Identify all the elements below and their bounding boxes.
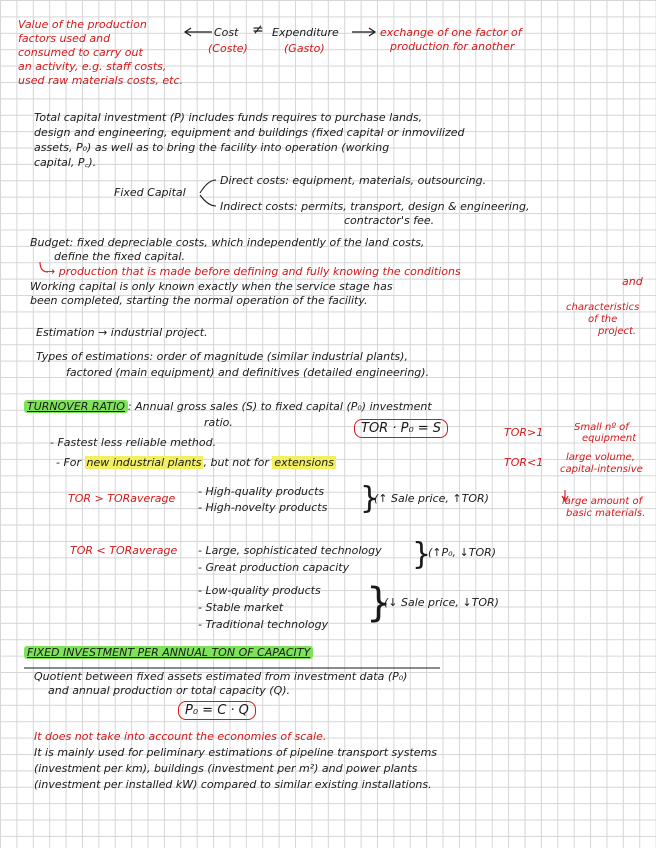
working-capital-line-2: been completed, starting the normal operation of the facility. bbox=[30, 294, 368, 307]
used-line-3: (investment per installed kW) compared to similar existing installations. bbox=[34, 778, 432, 791]
quotient-line: Quotient between fixed assets estimated from investment data (P₀) bbox=[34, 670, 408, 683]
cost-spanish: (Coste) bbox=[208, 42, 248, 55]
production-note: → production that is made before defining and fully knowing the conditions bbox=[46, 265, 461, 278]
tor-lt1-note-line: capital-intensive bbox=[560, 464, 643, 475]
tor-gt-average-label: TOR > TORaverage bbox=[68, 492, 176, 505]
lt-item: - Traditional technology bbox=[198, 618, 329, 631]
indirect-costs: Indirect costs: permits, transport, design & engineering, bbox=[220, 200, 530, 213]
working-capital-line: Working capital is only known exactly when the service stage has bbox=[30, 280, 393, 293]
cost-def-line: used raw materials costs, etc. bbox=[18, 74, 184, 87]
quotient-line-2: and annual production or total capacity (Q). bbox=[48, 684, 291, 697]
tor-lt1-note-2 bbox=[562, 496, 645, 520]
turnover-ratio-heading bbox=[24, 400, 432, 413]
for-mid: , but not for bbox=[203, 456, 269, 469]
cost-term: Cost bbox=[214, 26, 239, 39]
capacity-formula-box bbox=[178, 704, 256, 717]
exp-def-line: production for another bbox=[390, 40, 515, 53]
tor-lt1-note-line: large volume, bbox=[566, 452, 635, 463]
not-equal-sign: ≠ bbox=[252, 22, 264, 38]
tor-lt1-note bbox=[560, 452, 643, 476]
cost-def-line: consumed to carry out bbox=[18, 46, 143, 59]
direct-costs: Direct costs: equipment, materials, outsourcing. bbox=[220, 174, 487, 187]
char-line: of the bbox=[588, 314, 618, 325]
capital-line: assets, P₀) as well as to bring the facility into operation (working bbox=[34, 141, 390, 154]
new-plants-highlight: new industrial plants bbox=[86, 456, 202, 469]
production-note-and: and bbox=[622, 275, 643, 288]
characteristics-note bbox=[566, 302, 639, 338]
tor-lt-average-items-a bbox=[198, 542, 382, 576]
tor-formula-box bbox=[354, 422, 448, 435]
estimation-line: Estimation → industrial project. bbox=[36, 326, 208, 339]
turnover-heading-text: TURNOVER RATIO bbox=[24, 400, 128, 413]
types-line-2: factored (main equipment) and definitives (detailed engineering). bbox=[66, 366, 430, 379]
budget-line-2: define the fixed capital. bbox=[54, 250, 185, 263]
used-line-2: (investment per km), buildings (investment per m²) and power plants bbox=[34, 762, 418, 775]
tor-lt1-note2-line: basic materials. bbox=[566, 508, 646, 519]
cost-def-line: Value of the production bbox=[18, 18, 147, 31]
tor-gt-average-items bbox=[198, 484, 327, 516]
lt-brace-a: } bbox=[412, 537, 432, 572]
extensions-highlight: extensions bbox=[274, 456, 334, 469]
capital-line: capital, P꜀). bbox=[34, 156, 97, 169]
for-prefix: - For bbox=[56, 456, 82, 469]
fixed-investment-heading bbox=[24, 646, 313, 659]
lt-item: - Great production capacity bbox=[198, 561, 350, 574]
cost-def-line: factors used and bbox=[18, 32, 111, 45]
used-line-1: It is mainly used for peliminary estimations of pipeline transport systems bbox=[34, 746, 438, 759]
expenditure-term: Expenditure bbox=[272, 26, 339, 39]
lt-effect-b: (↓ Sale price, ↓TOR) bbox=[384, 596, 499, 609]
capital-line: design and engineering, equipment and buildings (fixed capital or inmovilized bbox=[34, 126, 465, 139]
tor-gt1-note bbox=[574, 422, 636, 444]
gt-effect: (↑ Sale price, ↑TOR) bbox=[374, 492, 489, 505]
lt-item: - Stable market bbox=[198, 601, 284, 614]
tor-gt1-label: TOR>1 bbox=[504, 426, 544, 439]
expenditure-spanish: (Gasto) bbox=[284, 42, 325, 55]
fastest-method: - Fastest less reliable method. bbox=[50, 436, 217, 449]
capital-paragraph bbox=[34, 110, 465, 170]
cost-definition bbox=[18, 18, 183, 88]
cost-def-line: an activity, e.g. staff costs, bbox=[18, 60, 167, 73]
tor-lt-average-items-b bbox=[198, 582, 328, 633]
lt-item: - Low-quality products bbox=[198, 584, 321, 597]
capacity-formula: P₀ = C · Q bbox=[178, 701, 256, 720]
turnover-def-2: ratio. bbox=[204, 416, 233, 429]
tor-lt1-note2-line: large amount of bbox=[562, 496, 643, 507]
lt-effect-a: (↑P₀, ↓TOR) bbox=[428, 546, 497, 559]
economies-note: It does not take into account the economies of scale. bbox=[34, 730, 327, 743]
fixed-investment-heading-text: FIXED INVESTMENT PER ANNUAL TON OF CAPACITY bbox=[24, 646, 313, 659]
fixed-capital-label: Fixed Capital bbox=[114, 186, 186, 199]
exp-def-line: exchange of one factor of bbox=[380, 26, 522, 39]
tor-lt1-label: TOR<1 bbox=[504, 456, 544, 469]
lt-item: - Large, sophisticated technology bbox=[198, 544, 382, 557]
lt-brace-b: } bbox=[366, 580, 392, 626]
for-new-plants bbox=[56, 456, 336, 469]
turnover-def: : Annual gross sales (S) to fixed capital (P₀) investment bbox=[127, 400, 432, 413]
gt-item: - High-quality products bbox=[198, 485, 325, 498]
expenditure-definition bbox=[380, 26, 522, 54]
budget-line: Budget: fixed depreciable costs, which independently of the land costs, bbox=[30, 236, 425, 249]
char-line: project. bbox=[598, 326, 637, 337]
gt-brace: } bbox=[360, 481, 380, 516]
gt-item: - High-novelty products bbox=[198, 501, 328, 514]
capital-line: Total capital investment (P) includes funds requires to purchase lands, bbox=[34, 111, 423, 124]
tor-gt1-note-line: Small nº of bbox=[574, 422, 629, 433]
char-line: characteristics bbox=[566, 302, 640, 313]
tor-gt1-note-line: equipment bbox=[582, 433, 637, 444]
types-line: Types of estimations: order of magnitude (similar industrial plants), bbox=[36, 350, 408, 363]
indirect-costs-cont: contractor's fee. bbox=[344, 214, 435, 227]
tor-lt-average-label: TOR < TORaverage bbox=[70, 544, 178, 557]
tor-formula: TOR · P₀ = S bbox=[354, 419, 448, 438]
